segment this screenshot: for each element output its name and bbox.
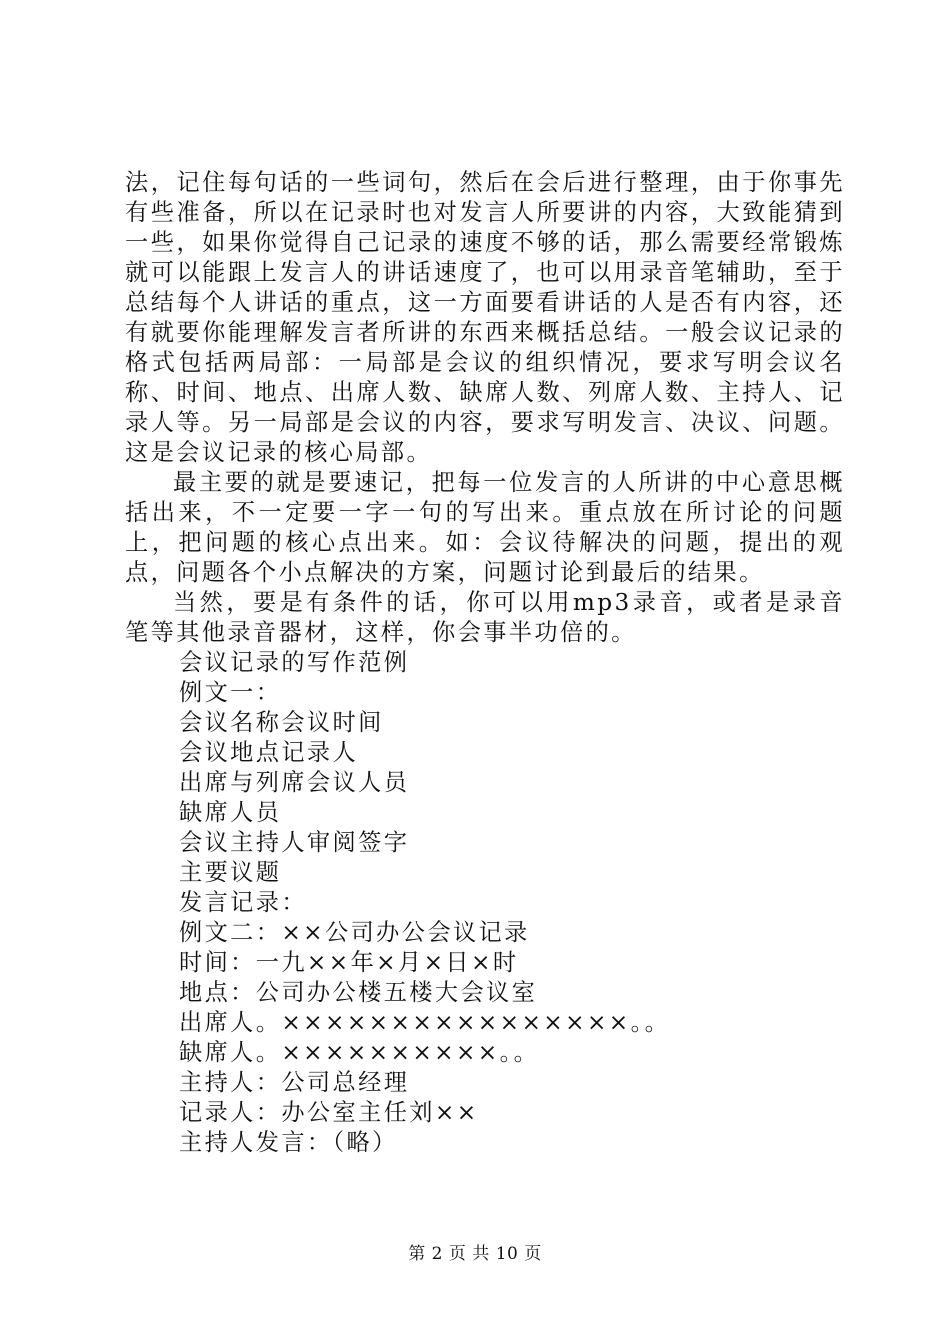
paragraph-shorthand: 最主要的就是要速记，把每一位发言的人所讲的中心意思概括出来，不一定要一字一句的写出来。重点放在所讨论的问题上，把问题的核心点出来。如：会议待解决的问题，提出的观点，问题各个小点解决的方案，问题讨论到最后的结果。 xyxy=(125,469,845,586)
example-absentees-line: 缺席人。××××××××××。。 xyxy=(179,1039,540,1066)
example-recorder-line: 记录人：办公室主任刘×× xyxy=(179,1099,479,1126)
paragraph-continued: 法，记住每句话的一些词句，然后在会后进行整理，由于你事先有些准备，所以在记录时也对发言人所要讲的内容，大致能猜到一些，如果你觉得自己记录的速度不够的话，那么需要经常锻炼就可以能跟上发言人的讲话速度了，也可以用录音笔辅助，至于总结每个人讲话的重点，这一方面要看讲话的人是否有内容，还有就要你能理解发言者所讲的东西来概括总结。一般会议记录的格式包括两局部：一局部是会议的组织情况，要求写明会议名称、时间、地点、出席人数、缺席人数、列席人数、主持人、记录人等。另一局部是会议的内容，要求写明发言、决议、问题。这是会议记录的核心局部。 xyxy=(125,169,845,466)
template-line: 会议地点记录人 xyxy=(179,739,359,766)
example-time-line: 时间：一九××年×月×日×时 xyxy=(179,949,519,976)
example-place-line: 地点：公司办公楼五楼大会议室 xyxy=(179,979,538,1006)
example-host-speech-line: 主持人发言：（略） xyxy=(179,1129,398,1156)
section-heading-example: 会议记录的写作范例 xyxy=(179,649,410,676)
template-line: 会议主持人审阅签字 xyxy=(179,829,410,856)
template-line: 出席与列席会议人员 xyxy=(179,769,410,796)
template-line: 发言记录： xyxy=(179,889,307,916)
example-two-title: 例文二：××公司办公会议记录 xyxy=(179,919,530,946)
example-attendees-line: 出席人。××××××××××××××××。。 xyxy=(179,1009,671,1036)
paragraph-recording: 当然，要是有条件的话，你可以用mp3录音，或者是录音笔等其他录音器材，这样，你会事半功倍的。 xyxy=(125,589,845,646)
document-body xyxy=(125,168,845,1158)
page-number-footer: 第 2 页 共 10 页 xyxy=(408,1244,542,1264)
template-line: 主要议题 xyxy=(179,859,282,886)
example-host-line: 主持人：公司总经理 xyxy=(179,1069,410,1096)
template-line: 缺席人员 xyxy=(179,799,282,826)
example-one-label: 例文一： xyxy=(179,679,282,706)
template-line: 会议名称会议时间 xyxy=(179,709,384,736)
